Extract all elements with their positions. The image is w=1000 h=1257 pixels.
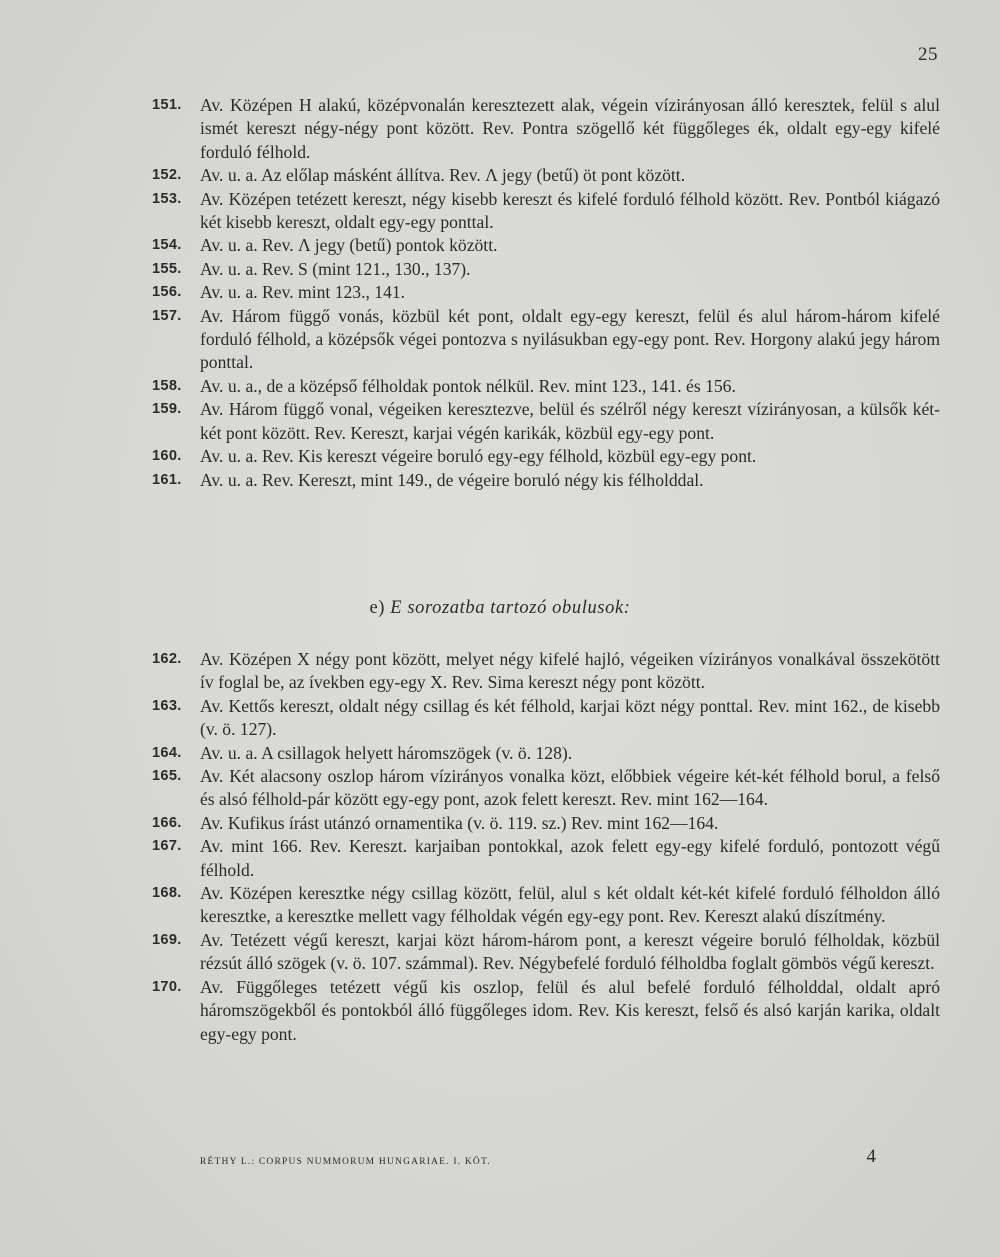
section-heading	[0, 598, 1000, 619]
entry-160	[152, 445, 940, 468]
entry-166	[152, 812, 940, 835]
entry-165	[152, 765, 940, 812]
entry-text: Av. Kufikus írást utánzó ornamentika (v. ö. 119. sz.) Rev. mint 162—164.	[200, 812, 719, 833]
entry-number: 158.	[152, 377, 182, 394]
entry-170	[152, 976, 940, 1046]
entry-text: Av. Középen tetézett kereszt, négy kisebb kereszt és kifelé forduló félhold között. Rev. Pontból kiágazó két kisebb kereszt, oldalt egy-egy ponttal.	[200, 188, 940, 233]
entry-157	[152, 305, 940, 375]
entry-text: Av. Középen H alakú, középvonalán keresztezett alak, végein vízirányosan álló keresztek, felül s alul ismét kereszt négy-négy pont között. Rev. Pontra szögellő két függőleges ék, oldalt egy-egy kifelé forduló félhold.	[200, 95, 940, 162]
section-letter: e)	[369, 598, 391, 618]
entry-167	[152, 835, 940, 882]
entry-number: 168.	[152, 885, 182, 902]
entry-text: Av. u. a. A csillagok helyett háromszögek (v. ö. 128).	[200, 742, 573, 763]
entry-number: 166.	[152, 814, 182, 831]
entry-number: 156.	[152, 284, 182, 301]
entry-text: Av. Középen keresztke négy csillag között, felül, alul s két oldalt két-két kifelé forduló félholdon álló keresztke, a keresztke mellett vagy félholdak végén egy-egy pont. Rev. Kereszt alakú díszítmény.	[200, 883, 940, 927]
entry-number: 159.	[152, 401, 182, 418]
entry-number: 169.	[152, 931, 182, 948]
entry-154	[152, 234, 940, 257]
entry-list-second	[152, 648, 940, 1046]
entry-text: Av. Három függő vonal, végeiken keresztezve, belül és szélről négy kereszt vízirányosan, a külsők két-két pont között. Rev. Kereszt, karjai végén karikák, közbül egy-egy pont.	[200, 399, 940, 443]
page-number: 25	[918, 44, 938, 65]
entry-number: 152.	[152, 167, 182, 184]
entry-text: Av. u. a. Rev. Kereszt, mint 149., de végeire boruló négy kis félholddal.	[200, 469, 704, 490]
entry-number: 153.	[152, 190, 182, 207]
entry-162	[152, 648, 940, 695]
entry-161	[152, 469, 940, 492]
entry-text: Av. u. a. Rev. S (mint 121., 130., 137).	[200, 258, 471, 279]
entry-number: 165.	[152, 768, 182, 785]
entry-number: 164.	[152, 744, 182, 761]
entry-number: 151.	[152, 97, 182, 113]
entry-156	[152, 281, 940, 304]
entry-number: 167.	[152, 838, 182, 855]
entry-list-first	[152, 94, 940, 492]
entry-text: Av. Két alacsony oszlop három vízirányos vonalka közt, előbbiek végeire két-két félhold borul, a felső és alsó félhold-pár között egy-egy pont, azok felett kereszt. Rev. mint 162—164.	[200, 766, 940, 810]
footer-citation: RÉTHY L.: CORPUS NUMMORUM HUNGARIAE. I. KÖT.	[200, 1157, 491, 1167]
entry-155	[152, 258, 940, 281]
entry-text: Av. u. a. Az előlap másként állítva. Rev. Λ jegy (betű) öt pont között.	[200, 165, 686, 186]
entry-text: Av. u. a. Rev. Λ jegy (betű) pontok között.	[200, 235, 498, 256]
section-title: E sorozatba tartozó obulusok:	[390, 598, 631, 618]
entry-number: 170.	[152, 978, 182, 995]
entry-text: Av. Három függő vonás, közbül két pont, oldalt egy-egy kereszt, felül és alul három-három kifelé forduló félhold, a középsők végei pontozva s nyilásukban egy-egy pont. Rev. Horgony alakú jegy három ponttal.	[200, 305, 940, 373]
entry-number: 160.	[152, 448, 182, 465]
entry-number: 157.	[152, 307, 182, 324]
entry-text: Av. Tetézett végű kereszt, karjai közt három-három pont, a kereszt végeire boruló félholdak, közbül rézsút álló szögek (v. ö. 107. számmal). Rev. Négybefelé forduló félholdba foglalt gömbös végű kereszt.	[200, 929, 940, 974]
entry-number: 162.	[152, 651, 182, 667]
entry-text: Av. u. a., de a középső félholdak pontok nélkül. Rev. mint 123., 141. és 156.	[200, 375, 736, 396]
entry-159	[152, 398, 940, 445]
entry-number: 154.	[152, 237, 182, 254]
entry-152	[152, 164, 940, 187]
entry-169	[152, 929, 940, 976]
entry-164	[152, 742, 940, 765]
entry-text: Av. Függőleges tetézett végű kis oszlop, felül és alul befelé forduló félholddal, oldalt apró háromszögekből és pontokból álló függőleges idom. Rev. Kis kereszt, felső és alsó karján karika, oldalt egy-egy pont.	[200, 976, 940, 1044]
signature-mark: 4	[866, 1146, 876, 1167]
entry-text: Av. mint 166. Rev. Kereszt. karjaiban pontokkal, azok felett egy-egy kifelé forduló, pontozott végű félhold.	[200, 836, 940, 880]
entry-number: 161.	[152, 471, 182, 488]
entry-163	[152, 695, 940, 742]
entry-text: Av. u. a. Rev. mint 123., 141.	[200, 282, 406, 303]
entry-151	[152, 94, 940, 164]
entry-158	[152, 375, 940, 398]
entry-153	[152, 188, 940, 235]
entry-168	[152, 882, 940, 929]
entry-number: 155.	[152, 260, 182, 277]
entry-text: Av. Kettős kereszt, oldalt négy csillag és két félhold, karjai közt négy ponttal. Rev. mint 162., de kisebb (v. ö. 127).	[200, 695, 940, 740]
entry-number: 163.	[152, 697, 182, 714]
entry-text: Av. Középen X négy pont között, melyet négy kifelé hajló, végeiken vízirányos vonalkával összekötött ív foglal be, az ívekben egy-egy X. Rev. Sima kereszt négy pont között.	[200, 649, 940, 693]
entry-text: Av. u. a. Rev. Kis kereszt végeire boruló egy-egy félhold, közbül egy-egy pont.	[200, 446, 757, 467]
